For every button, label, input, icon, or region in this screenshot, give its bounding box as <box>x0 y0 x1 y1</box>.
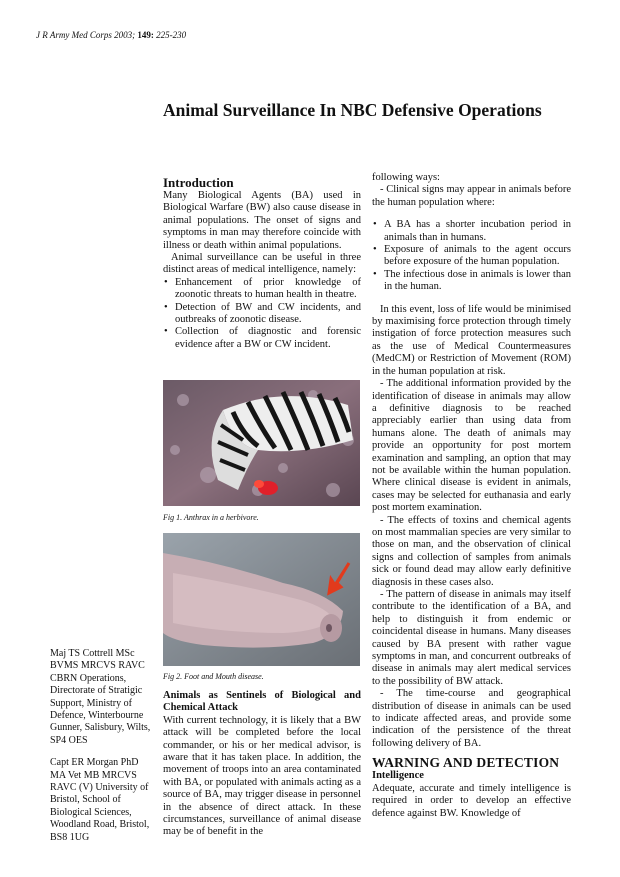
sentinels-section <box>163 690 361 839</box>
warning-detection-heading: WARNING AND DETECTION <box>372 755 560 771</box>
journal-reference <box>36 30 186 40</box>
toxins-paragraph: - The effects of toxins and chemical agents on most mammalian species are very similar to those on man, and the observation of clinical signs and collection of samples from animals sick or found dead may allow early definitive diagnosis in these cases also. <box>372 514 571 588</box>
sentinels-paragraph: With current technology, it is likely that a BW attack will be completed before the local commander, or his or her medical advisor, is aware that it has taken place. In addition, the movement of troops into an area contaminated with BA, or populated with animals acting as a source of BA, may trigger disease in personnel in the absence of direct attack. In these circumstances, surveillance of animal disease may be of benefit in the <box>163 714 361 838</box>
intelligence-paragraph: Adequate, accurate and timely intelligence is required in order to develop an effective defence against BW. Knowledge of <box>372 782 571 819</box>
introduction-paragraph-2: Animal surveillance can be useful in three distinct areas of medical intelligence, namely: <box>163 252 361 276</box>
event-paragraph: In this event, loss of life would be minimised by maximising force protection through timely instigation of force protection measures such as the use of Medical Countermeasures (MedCM) or Restriction of Movement (ROM) in the human population at risk. <box>372 303 571 377</box>
author-affiliations <box>50 648 156 844</box>
clinical-signs-bullet-list <box>372 219 571 293</box>
pig-snout-image <box>163 533 360 666</box>
author-1-affiliation: Maj TS Cottrell MSc BVMS MRCVS RAVC CBRN Operations, Directorate of Stratigic Support, Ministry of Defence, Winterbourne Gunner, Salisbury, Wilts, SP4 OES <box>50 648 151 746</box>
journal-name: J R Army Med Corps <box>36 30 112 40</box>
introduction-heading: Introduction <box>163 175 234 190</box>
right-column <box>372 172 571 820</box>
figure-1-caption: Fig 1. Anthrax in a herbivore. <box>163 513 259 522</box>
article-title: Animal Surveillance In NBC Defensive Operations <box>163 100 542 120</box>
intelligence-heading: Intelligence <box>372 770 424 782</box>
list-item: • Enhancement of prior knowledge of zoonotic threats to human health in theatre. <box>163 277 361 302</box>
journal-year: 2003; <box>114 30 136 40</box>
journal-volume: 149: <box>137 30 154 40</box>
zebra-carcass-image <box>163 380 360 506</box>
pattern-paragraph: - The pattern of disease in animals may itself contribute to the identification of a BA, and help to distinguish it from endemic or coincidental disease in humans. Many diseases caused by BA present with rather vague symptoms in man, and concurrent outbreaks of disease in animals may alert medical services to the possibility of BW attack. <box>372 589 571 687</box>
list-item: • Collection of diagnostic and forensic evidence after a BW or CW incident. <box>163 326 361 351</box>
list-item: • A BA has a shorter incubation period in animals than in humans. <box>372 219 571 244</box>
list-item: • Detection of BW and CW incidents, and outbreaks of zoonotic disease. <box>163 302 361 327</box>
sentinels-heading: Animals as Sentinels of Biological and Chemical Attack <box>163 690 361 714</box>
figure-2-caption: Fig 2. Foot and Mouth disease. <box>163 672 264 681</box>
time-course-paragraph: - The time-course and geographical distribution of disease in animals can be used to indicate affected areas, and provide some indication of the persistence of the threat following delivery of BA. <box>372 688 571 749</box>
additional-info-paragraph: - The additional information provided by the identification of disease in animals may allow a definitive diagnosis to be reached appreciably earlier than using data from humans alone. The death of animals may provide an opportunity for post mortem examination and sampling, an option that may not be available within the human population. Where clinical disease is evident in animals, cases may be selected for euthanasia and early post mortem examination. <box>372 378 571 514</box>
figure-1-anthrax-photo <box>163 380 360 506</box>
middle-column <box>163 176 361 351</box>
journal-pages: 225-230 <box>156 30 187 40</box>
introduction-paragraph-1: Many Biological Agents (BA) used in Biological Warfare (BW) also cause disease in animal populations. The onset of signs and symptoms in man may therefore coincide with illness or death within animal populations. <box>163 190 361 251</box>
continued-paragraph: following ways: <box>372 172 440 183</box>
author-2-affiliation: Capt ER Morgan PhD MA Vet MB MRCVS RAVC (V) University of Bristol, School of Biological Sciences, Woodland Road, Bristol, BS8 1UG <box>50 757 150 843</box>
list-item: • Exposure of animals to the agent occurs before exposure of the human population. <box>372 244 571 269</box>
introduction-bullet-list <box>163 277 361 351</box>
list-item: • The infectious dose in animals is lower than in the human. <box>372 269 571 294</box>
figure-2-foot-and-mouth-photo <box>163 533 360 666</box>
clinical-signs-paragraph: - Clinical signs may appear in animals before the human population where: <box>372 184 571 208</box>
